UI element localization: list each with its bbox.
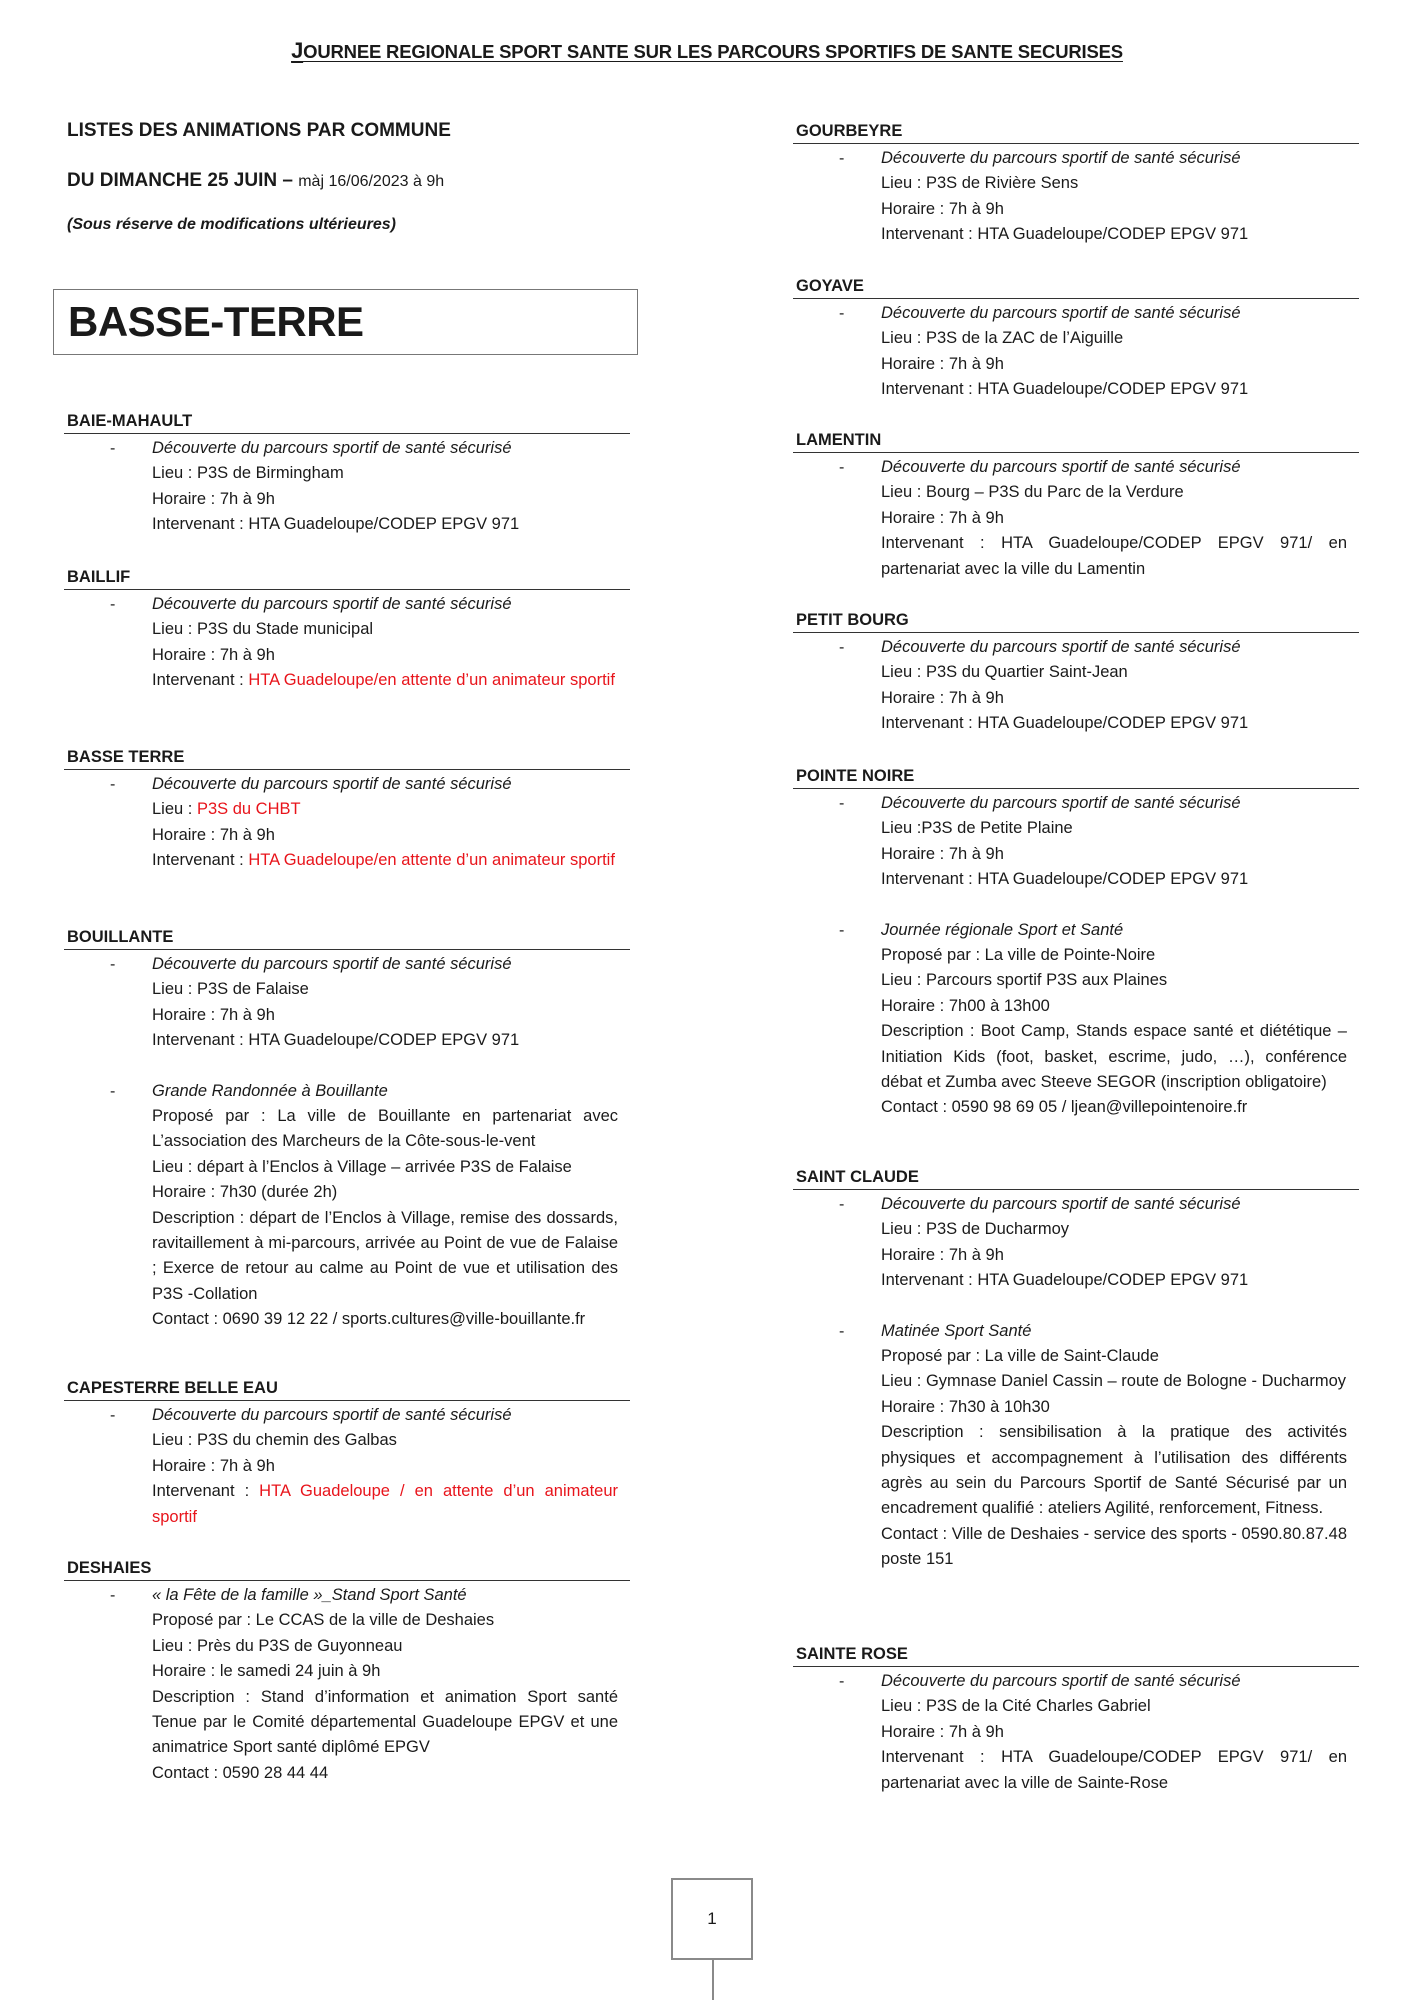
detail-label: Lieu : — [152, 1431, 197, 1450]
activity-detail — [881, 711, 1359, 736]
activity-detail — [152, 1206, 630, 1308]
commune-section — [64, 1556, 630, 1786]
bullet-dash-icon: - — [839, 1196, 845, 1213]
activity-item — [793, 455, 1359, 582]
detail-label: Proposé par : — [881, 1347, 985, 1366]
detail-value: P3S de Petite Plaine — [921, 819, 1073, 838]
bullet-dash-icon: - — [110, 1082, 116, 1100]
detail-label: Lieu : — [152, 800, 197, 819]
activity-title: Découverte du parcours sportif de santé sécurisé — [881, 1672, 1241, 1690]
bullet-dash-icon: - — [839, 305, 845, 322]
activity-item — [64, 1583, 630, 1786]
detail-value: HTA Guadeloupe/en attente d’un animateur sportif — [248, 671, 615, 690]
detail-label: Horaire : — [152, 1005, 220, 1024]
activity-item — [64, 436, 630, 538]
page-number-stem — [712, 1960, 714, 2000]
activity-title: Matinée Sport Santé — [881, 1321, 1032, 1340]
commune-name: BASSE TERRE — [64, 745, 630, 770]
detail-value: HTA Guadeloupe/CODEP EPGV 971/ en partenariat avec la ville du Lamentin — [881, 534, 1347, 578]
activity-detail — [152, 848, 630, 873]
activity-item — [793, 791, 1359, 893]
detail-label: Lieu : — [881, 483, 926, 502]
commune-name: BAIE-MAHAULT — [64, 409, 630, 434]
detail-value: 7h00 à 13h00 — [948, 996, 1050, 1015]
activity-detail — [881, 222, 1359, 247]
activity-title: Journée régionale Sport et Santé — [881, 920, 1124, 939]
commune-name: GOYAVE — [793, 274, 1359, 299]
activity-detail — [881, 943, 1359, 968]
detail-label: Horaire : — [152, 645, 220, 664]
commune-section — [64, 1376, 630, 1530]
detail-value: 7h à 9h — [948, 844, 1004, 863]
activity-detail — [152, 643, 630, 668]
detail-value: 7h30 (durée 2h) — [219, 1183, 338, 1202]
detail-label: Horaire : — [152, 489, 220, 508]
activity-detail — [881, 197, 1359, 222]
activity-title: Découverte du parcours sportif de santé sécurisé — [881, 149, 1241, 167]
detail-value: 7h à 9h — [219, 489, 275, 508]
activity-item — [64, 772, 630, 874]
detail-label: Horaire : — [152, 1662, 220, 1681]
commune-section — [793, 608, 1359, 737]
detail-value: départ de l’Enclos à Village, remise des dossards, ravitaillement à mi-parcours, arrivée au Point de vue de Falaise ; Exerce de retour au calme au Point de vue et utilisation des P3S -Collation — [152, 1208, 618, 1303]
detail-label: Intervenant : — [881, 1271, 978, 1290]
detail-label: Intervenant : — [881, 534, 1002, 553]
activity-detail — [152, 1608, 630, 1633]
activity-detail — [881, 660, 1359, 685]
detail-label: Lieu : — [152, 1636, 197, 1655]
activity-item — [793, 1669, 1359, 1796]
detail-label: Intervenant : — [881, 225, 978, 244]
detail-label: Description : — [152, 1687, 261, 1706]
activity-detail — [881, 1019, 1359, 1095]
commune-section — [64, 565, 630, 694]
activity-detail — [152, 1761, 630, 1786]
activity-title: Découverte du parcours sportif de santé sécurisé — [152, 775, 512, 793]
bullet-dash-icon: - — [839, 150, 845, 167]
detail-label: Lieu : — [881, 1220, 926, 1239]
activity-item — [793, 918, 1359, 1121]
activity-detail — [881, 1095, 1359, 1120]
activity-detail — [152, 512, 630, 537]
detail-label: Horaire : — [152, 825, 220, 844]
activity-detail — [881, 1720, 1359, 1745]
activity-detail — [881, 1694, 1359, 1719]
activity-detail — [881, 1395, 1359, 1420]
detail-label: Description : — [881, 1423, 1000, 1442]
detail-value: HTA Guadeloupe/CODEP EPGV 971 — [248, 515, 520, 534]
detail-label: Description : — [152, 1208, 250, 1227]
detail-value: P3S de Ducharmoy — [925, 1220, 1070, 1239]
activity-detail — [881, 377, 1359, 402]
contact-value: 0690 39 12 22 / sports.cultures@ville-bouillante.fr — [222, 1310, 586, 1329]
commune-section — [793, 274, 1359, 403]
detail-label: Horaire : — [881, 688, 949, 707]
activity-detail — [152, 1155, 630, 1180]
activity-detail — [881, 1243, 1359, 1268]
detail-value: HTA Guadeloupe/CODEP EPGV 971 — [977, 870, 1249, 889]
activity-detail — [152, 1003, 630, 1028]
activity-detail — [881, 352, 1359, 377]
detail-value: 7h à 9h — [948, 1722, 1004, 1741]
commune-section — [793, 428, 1359, 582]
update-stamp: màj 16/06/2023 à 9h — [298, 173, 445, 190]
detail-label: Lieu : — [881, 971, 926, 990]
activity-title: Découverte du parcours sportif de santé sécurisé — [881, 794, 1241, 812]
detail-value: HTA Guadeloupe/CODEP EPGV 971 — [248, 1031, 520, 1050]
detail-label: Proposé par : — [881, 946, 985, 965]
commune-section — [793, 119, 1359, 248]
detail-label: Lieu : — [152, 620, 197, 639]
activity-detail — [152, 1659, 630, 1684]
commune-name: SAINTE ROSE — [793, 1642, 1359, 1667]
detail-value: 0590 28 44 44 — [222, 1763, 329, 1782]
activity-item — [793, 301, 1359, 403]
detail-label: Intervenant : — [152, 515, 249, 534]
detail-value: Ville de Deshaies - service des sports - 0590.80.87.48 poste 151 — [881, 1524, 1347, 1569]
activity-title: Découverte du parcours sportif de santé sécurisé — [152, 439, 512, 457]
activity-detail — [152, 668, 630, 693]
detail-value: 7h à 9h — [948, 199, 1004, 218]
activity-detail — [881, 867, 1359, 892]
activity-detail — [881, 1268, 1359, 1293]
detail-label: Contact : — [152, 1310, 223, 1329]
detail-label: Intervenant : — [881, 380, 978, 399]
detail-label: Lieu : — [152, 1157, 197, 1176]
detail-value: La ville de Saint-Claude — [984, 1347, 1159, 1366]
activity-item — [64, 592, 630, 694]
activity-detail — [881, 531, 1359, 582]
detail-value: P3S du Stade municipal — [196, 620, 374, 639]
activity-detail — [881, 686, 1359, 711]
commune-section — [64, 745, 630, 874]
detail-value: sensibilisation à la pratique des activités physiques et accompagnement à l’utilisation des différents agrès au sein du Parcours Sportif de Santé Sécurisé par un encadrement qualifié : ateliers Agilité, renforcement, Fitness. — [881, 1423, 1347, 1518]
commune-section — [793, 1642, 1359, 1796]
detail-label: Contact : — [881, 1098, 952, 1117]
detail-value: Stand d’information et animation Sport santé Tenue par le Comité départemental Guadeloupe EPGV et une animatrice Sport santé diplômé EPGV — [152, 1687, 618, 1757]
activity-title: Découverte du parcours sportif de santé sécurisé — [881, 638, 1241, 656]
detail-label: Horaire : — [881, 1245, 949, 1264]
activity-detail — [152, 1307, 630, 1332]
detail-label: Lieu : — [881, 1372, 926, 1391]
commune-name: CAPESTERRE BELLE EAU — [64, 1376, 630, 1401]
activity-detail — [152, 1454, 630, 1479]
activity-detail — [881, 994, 1359, 1019]
detail-value: P3S de la ZAC de l’Aiguille — [925, 329, 1124, 348]
disclaimer: (Sous réserve de modifications ultérieures) — [67, 216, 396, 233]
contact-value: 0590 98 69 05 / ljean@villepointenoire.fr — [951, 1098, 1248, 1117]
bullet-dash-icon: - — [839, 795, 845, 812]
detail-label: Lieu : — [881, 819, 922, 838]
bullet-dash-icon: - — [110, 1407, 116, 1424]
detail-label: Intervenant : — [152, 671, 249, 690]
commune-name: PETIT BOURG — [793, 608, 1359, 633]
commune-name: GOURBEYRE — [793, 119, 1359, 144]
activity-title: Découverte du parcours sportif de santé sécurisé — [881, 1195, 1241, 1213]
detail-label: Horaire : — [881, 996, 949, 1015]
commune-name: BAILLIF — [64, 565, 630, 590]
activity-detail — [152, 1479, 630, 1530]
detail-value: Bourg – P3S du Parc de la Verdure — [925, 483, 1184, 502]
commune-section — [793, 764, 1359, 1121]
detail-label: Lieu : — [881, 1697, 926, 1716]
activity-item — [64, 1079, 630, 1333]
activity-item — [793, 146, 1359, 248]
activity-detail — [881, 506, 1359, 531]
detail-label: Lieu : — [881, 329, 926, 348]
detail-value: Le CCAS de la ville de Deshaies — [255, 1611, 495, 1630]
detail-label: Description : — [881, 1022, 981, 1041]
detail-value: P3S du Quartier Saint-Jean — [925, 663, 1128, 682]
detail-label: Intervenant : — [881, 870, 978, 889]
bullet-dash-icon: - — [839, 921, 845, 939]
detail-value: P3S du CHBT — [196, 800, 301, 819]
detail-value: 7h30 à 10h30 — [948, 1397, 1050, 1416]
activity-detail — [152, 1180, 630, 1205]
activity-detail — [881, 480, 1359, 505]
commune-name: LAMENTIN — [793, 428, 1359, 453]
detail-value: P3S de la Cité Charles Gabriel — [925, 1697, 1151, 1716]
commune-name: SAINT CLAUDE — [793, 1165, 1359, 1190]
detail-label: Horaire : — [881, 1397, 949, 1416]
detail-value: P3S de Falaise — [196, 980, 309, 999]
detail-value: HTA Guadeloupe/CODEP EPGV 971 — [977, 714, 1249, 733]
bullet-dash-icon: - — [110, 440, 116, 457]
detail-label: Intervenant : — [881, 714, 978, 733]
bullet-dash-icon: - — [839, 1322, 845, 1340]
detail-value: Parcours sportif P3S aux Plaines — [925, 971, 1168, 990]
detail-value: 7h à 9h — [219, 825, 275, 844]
detail-value: 7h à 9h — [219, 1456, 275, 1475]
activity-detail — [152, 1634, 630, 1659]
activity-detail — [881, 968, 1359, 993]
detail-label: Horaire : — [881, 844, 949, 863]
detail-label: Horaire : — [152, 1183, 220, 1202]
detail-label: Intervenant : — [881, 1748, 1002, 1767]
detail-value: départ à l’Enclos à Village – arrivée P3S de Falaise — [196, 1157, 572, 1176]
detail-label: Lieu : — [152, 464, 197, 483]
bullet-dash-icon: - — [110, 1587, 116, 1604]
activity-detail — [152, 461, 630, 486]
detail-value: HTA Guadeloupe/en attente d’un animateur sportif — [248, 851, 615, 870]
page-number: 1 — [671, 1878, 753, 1960]
detail-label: Proposé par : — [152, 1611, 256, 1630]
activity-detail — [881, 171, 1359, 196]
detail-value: 7h à 9h — [948, 508, 1004, 527]
detail-value: HTA Guadeloupe / en attente d’un animateur sportif — [152, 1482, 618, 1526]
bullet-dash-icon: - — [110, 776, 116, 793]
detail-value: 7h à 9h — [948, 688, 1004, 707]
detail-label: Proposé par : — [152, 1107, 278, 1126]
activity-item — [793, 1319, 1359, 1573]
detail-label: Lieu : — [881, 663, 926, 682]
commune-name: BOUILLANTE — [64, 925, 630, 950]
detail-value: HTA Guadeloupe/CODEP EPGV 971 — [977, 225, 1249, 244]
detail-value: La ville de Pointe-Noire — [984, 946, 1156, 965]
activity-detail — [152, 487, 630, 512]
activity-detail — [881, 1420, 1359, 1522]
detail-label: Contact : — [881, 1524, 952, 1543]
bullet-dash-icon: - — [839, 1673, 845, 1690]
detail-label: Lieu : — [152, 980, 197, 999]
detail-value: HTA Guadeloupe/CODEP EPGV 971 — [977, 380, 1249, 399]
list-heading: LISTES DES ANIMATIONS PAR COMMUNE — [67, 120, 451, 141]
detail-label: Horaire : — [881, 508, 949, 527]
detail-value: La ville de Bouillante en partenariat avec L’association des Marcheurs de la Côte-sous-le-vent — [152, 1107, 618, 1151]
detail-value: 7h à 9h — [219, 1005, 275, 1024]
activity-detail — [152, 1685, 630, 1761]
activity-detail — [881, 1217, 1359, 1242]
activity-detail — [881, 1522, 1359, 1573]
activity-detail — [881, 816, 1359, 841]
bullet-dash-icon: - — [110, 956, 116, 973]
activity-title: Grande Randonnée à Bouillante — [152, 1081, 388, 1100]
commune-section — [793, 1165, 1359, 1573]
activity-detail — [881, 842, 1359, 867]
detail-value: P3S du chemin des Galbas — [196, 1431, 397, 1450]
detail-value: Boot Camp, Stands espace santé et diététique – Initiation Kids (foot, basket, escrime, judo, …), conférence débat et Zumba avec Steeve SEGOR (inscription obligatoire) — [881, 1022, 1347, 1092]
document-title: JOURNEE REGIONALE SPORT SANTE SUR LES PARCOURS SPORTIFS DE SANTE SECURISES — [291, 38, 1123, 63]
detail-label: Horaire : — [881, 354, 949, 373]
commune-name: DESHAIES — [64, 1556, 630, 1581]
detail-value: 7h à 9h — [219, 645, 275, 664]
bullet-dash-icon: - — [839, 459, 845, 476]
activity-detail — [152, 823, 630, 848]
detail-value: 7h à 9h — [948, 1245, 1004, 1264]
activity-title: Découverte du parcours sportif de santé sécurisé — [881, 304, 1241, 322]
detail-value: P3S de Birmingham — [196, 464, 344, 483]
commune-section — [64, 409, 630, 538]
activity-detail — [881, 326, 1359, 351]
activity-item — [64, 952, 630, 1054]
activity-detail — [152, 797, 630, 822]
detail-value: 7h à 9h — [948, 354, 1004, 373]
region-heading: BASSE-TERRE — [53, 289, 638, 355]
activity-title: Découverte du parcours sportif de santé sécurisé — [881, 458, 1241, 476]
activity-detail — [152, 1104, 630, 1155]
activity-detail — [152, 1428, 630, 1453]
bullet-dash-icon: - — [110, 596, 116, 613]
activity-title: Découverte du parcours sportif de santé sécurisé — [152, 955, 512, 973]
commune-name: POINTE NOIRE — [793, 764, 1359, 789]
detail-label: Intervenant : — [152, 1031, 249, 1050]
activity-item — [793, 635, 1359, 737]
activity-title: Découverte du parcours sportif de santé sécurisé — [152, 1406, 512, 1424]
detail-value: le samedi 24 juin à 9h — [219, 1662, 381, 1681]
detail-label: Horaire : — [152, 1456, 220, 1475]
detail-value: HTA Guadeloupe/CODEP EPGV 971 — [977, 1271, 1249, 1290]
activity-detail — [881, 1344, 1359, 1369]
activity-title: « la Fête de la famille »_Stand Sport Santé — [152, 1586, 467, 1604]
detail-value: Près du P3S de Guyonneau — [196, 1636, 403, 1655]
detail-value: HTA Guadeloupe/CODEP EPGV 971/ en partenariat avec la ville de Sainte-Rose — [881, 1748, 1347, 1792]
detail-label: Lieu : — [881, 174, 926, 193]
detail-label: Intervenant : — [152, 851, 249, 870]
bullet-dash-icon: - — [839, 639, 845, 656]
activity-detail — [881, 1369, 1359, 1394]
detail-label: Intervenant : — [152, 1482, 260, 1501]
detail-label: Contact : — [152, 1763, 223, 1782]
detail-value: Gymnase Daniel Cassin – route de Bologne - Ducharmoy — [925, 1372, 1346, 1391]
activity-detail — [152, 617, 630, 642]
intro-block — [67, 120, 627, 234]
date-line: DU DIMANCHE 25 JUIN – màj 16/06/2023 à 9h — [67, 170, 445, 191]
commune-section — [64, 925, 630, 1333]
activity-item — [64, 1403, 630, 1530]
detail-label: Horaire : — [881, 199, 949, 218]
activity-detail — [152, 977, 630, 1002]
activity-item — [793, 1192, 1359, 1294]
activity-title: Découverte du parcours sportif de santé sécurisé — [152, 595, 512, 613]
detail-label: Horaire : — [881, 1722, 949, 1741]
activity-detail — [881, 1745, 1359, 1796]
activity-detail — [152, 1028, 630, 1053]
detail-value: P3S de Rivière Sens — [925, 174, 1079, 193]
